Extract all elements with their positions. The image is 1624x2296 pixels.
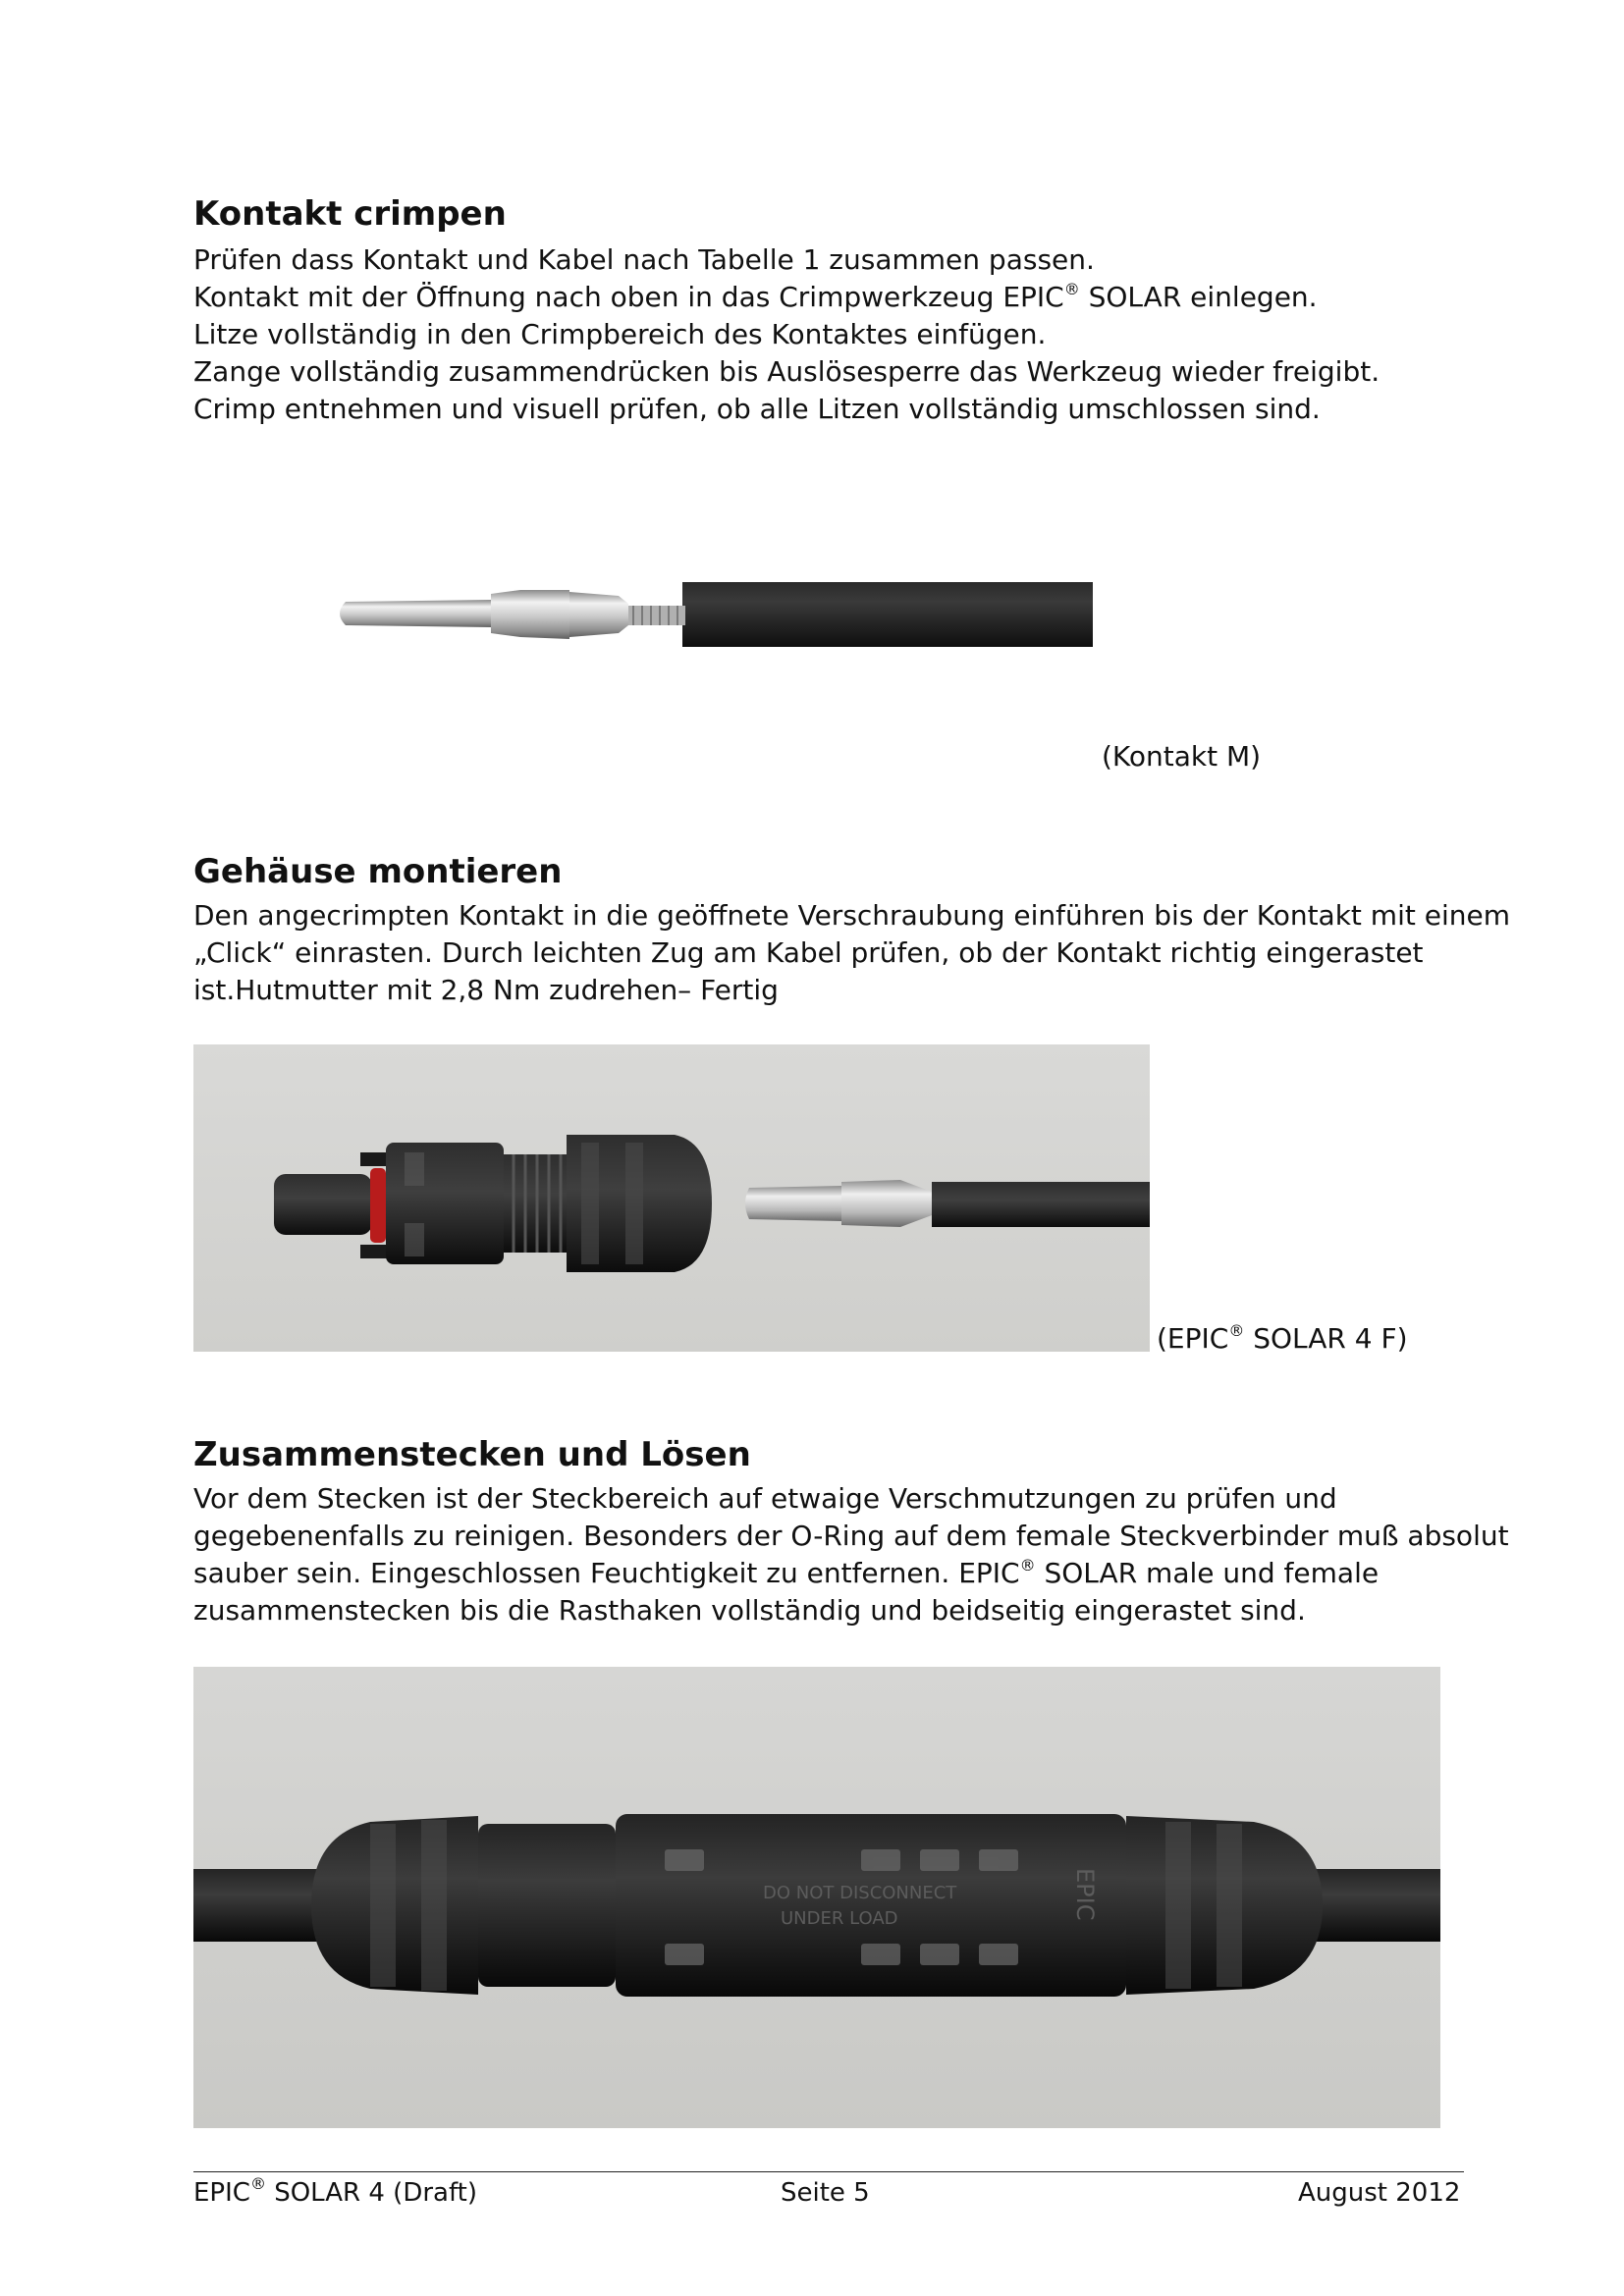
photo-caption-kontakt-m: (Kontakt M) bbox=[1102, 740, 1262, 773]
footer-date: August 2012 bbox=[1298, 2178, 1461, 2208]
registered-mark: ® bbox=[249, 2174, 266, 2194]
footer-document-title: EPIC® SOLAR 4 (Draft) bbox=[193, 2174, 477, 2208]
text-line: Prüfen dass Kontakt und Kabel nach Tabelle 1 zusammen passen. bbox=[193, 243, 1095, 276]
text-line: „Click“ einrasten. Durch leichten Zug am Kabel prüfen, ob der Kontakt richtig eingerastet bbox=[193, 936, 1424, 969]
footer-page-number: Seite 5 bbox=[781, 2178, 870, 2208]
section-title-kontakt-crimpen: Kontakt crimpen bbox=[193, 194, 507, 234]
registered-mark: ® bbox=[1228, 1320, 1245, 1340]
connector-warning-text-2: UNDER LOAD bbox=[781, 1908, 898, 1929]
paragraph-kontakt-crimpen bbox=[193, 241, 1380, 428]
text-line: Crimp entnehmen und visuell prüfen, ob alle Litzen vollständig umschlossen sind. bbox=[193, 393, 1321, 425]
text-line: Den angecrimpten Kontakt in die geöffnete Verschraubung einführen bis der Kontakt mit einem bbox=[193, 899, 1510, 932]
registered-mark: ® bbox=[1019, 1555, 1036, 1575]
text-line: sauber sein. Eingeschlossen Feuchtigkeit zu entfernen. EPIC® SOLAR male und female bbox=[193, 1555, 1380, 1589]
text-line: zusammenstecken bis die Rasthaken vollständig und beidseitig eingerastet sind. bbox=[193, 1594, 1306, 1627]
photo-mated-connectors bbox=[193, 1667, 1440, 2128]
section-title-zusammenstecken: Zusammenstecken und Lösen bbox=[193, 1435, 751, 1474]
photo-crimped-contact bbox=[334, 564, 1100, 663]
connector-brand-text: EPIC bbox=[1071, 1868, 1099, 1921]
connector-warning-text-1: DO NOT DISCONNECT bbox=[763, 1883, 957, 1903]
text-line: Vor dem Stecken ist der Steckbereich auf etwaige Verschmutzungen zu prüfen und bbox=[193, 1482, 1337, 1515]
text-line: Zange vollständig zusammendrücken bis Auslösesperre das Werkzeug wieder freigibt. bbox=[193, 355, 1380, 388]
text-line: Litze vollständig in den Crimpbereich des Kontaktes einfügen. bbox=[193, 318, 1047, 350]
text-line: Kontakt mit der Öffnung nach oben in das Crimpwerkzeug EPIC® SOLAR einlegen. bbox=[193, 279, 1318, 313]
paragraph-zusammenstecken bbox=[193, 1480, 1509, 1629]
photo-caption-epic-solar-4f: (EPIC® SOLAR 4 F) bbox=[1157, 1320, 1408, 1355]
section-title-gehaeuse-montieren: Gehäuse montieren bbox=[193, 852, 563, 891]
photo-female-connector-assembly bbox=[193, 1044, 1150, 1352]
paragraph-gehaeuse-montieren bbox=[193, 897, 1510, 1009]
text-line: ist.Hutmutter mit 2,8 Nm zudrehen– Fertig bbox=[193, 974, 779, 1006]
text-line: gegebenenfalls zu reinigen. Besonders der O-Ring auf dem female Steckverbinder muß absolut bbox=[193, 1520, 1509, 1552]
registered-mark: ® bbox=[1063, 279, 1080, 298]
footer-divider bbox=[193, 2171, 1464, 2172]
